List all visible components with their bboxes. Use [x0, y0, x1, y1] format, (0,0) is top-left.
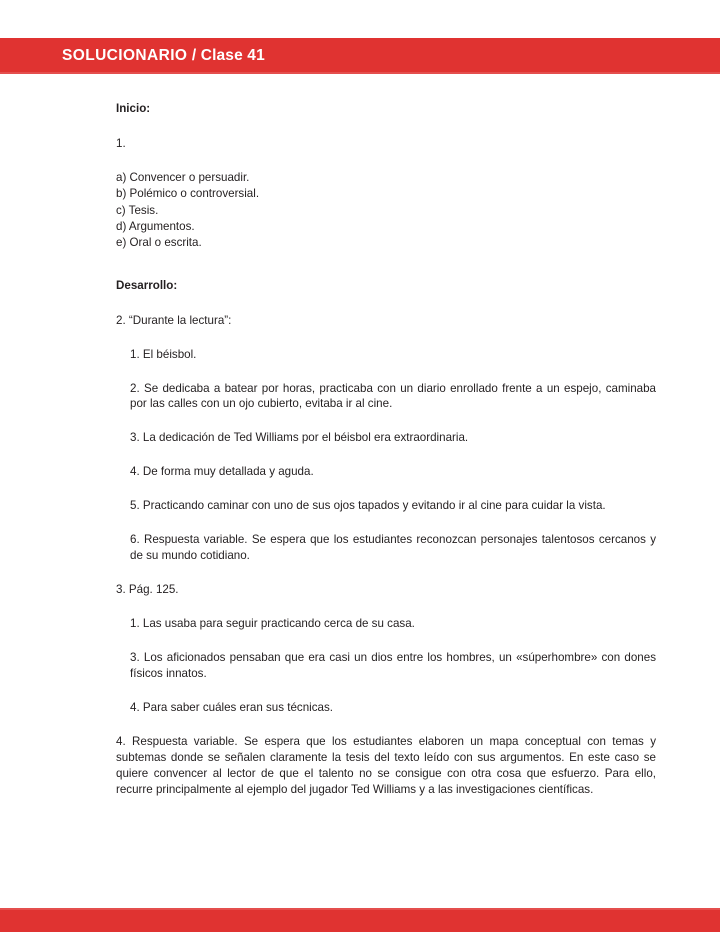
- section-heading-inicio: Inicio:: [116, 102, 151, 115]
- desarrollo-item2-answer-2: 2. Se dedicaba a batear por horas, practicaba con un diario enrollado frente a un espejo, caminaba por las calles con un ojo cubierto, evitaba ir al cine.: [130, 381, 656, 411]
- list-item: a) Convencer o persuadir.: [116, 170, 250, 184]
- desarrollo-item4-answer: 4. Respuesta variable. Se espera que los estudiantes elaboren un mapa conceptual con temas y subtemas donde se señalen claramente la tesis del texto leído con sus argumentos. En este caso se quiere convencer al lector de que el talento no se consigue con otra cosa que esfuerzo. Para ello, recurre principalmente al ejemplo del jugador Ted Williams y a las investigaciones científicas.: [116, 735, 656, 797]
- document-kind-label: SOLUCIONARIO: [62, 47, 188, 65]
- list-item: c) Tesis.: [116, 203, 159, 217]
- list-item: d) Argumentos.: [116, 219, 195, 233]
- list-item: e) Oral o escrita.: [116, 236, 202, 250]
- desarrollo-item3-title: 3. Pág. 125.: [116, 583, 179, 597]
- page-footer-band: [0, 908, 720, 932]
- inicio-answer-list: [116, 170, 656, 252]
- desarrollo-item2-answer-6: 6. Respuesta variable. Se espera que los estudiantes reconozcan personajes talentosos cercanos y de su mundo cotidiano.: [130, 533, 656, 563]
- desarrollo-item2-answer-3: 3. La dedicación de Ted Williams por el béisbol era extraordinaria.: [130, 431, 469, 445]
- desarrollo-item2-answer-4: 4. De forma muy detallada y aguda.: [130, 465, 314, 479]
- desarrollo-item3-answer-4: 4. Para saber cuáles eran sus técnicas.: [130, 701, 333, 715]
- desarrollo-item3-answer-3: 3. Los aficionados pensaban que era casi un dios entre los hombres, un «súperhombre» con dones físicos innatos.: [130, 651, 656, 681]
- page-header-title: [62, 48, 265, 64]
- list-item: b) Polémico o controversial.: [116, 187, 260, 201]
- desarrollo-item2-answer-1: 1. El béisbol.: [130, 347, 197, 361]
- header-separator: /: [187, 47, 201, 65]
- section-heading-desarrollo: Desarrollo:: [116, 278, 178, 292]
- desarrollo-item2-title: 2. “Durante la lectura”:: [116, 313, 232, 327]
- document-body: [116, 101, 656, 798]
- desarrollo-item3-answer-1: 1. Las usaba para seguir practicando cerca de su casa.: [130, 617, 415, 631]
- class-number-label: Clase 41: [200, 47, 265, 65]
- desarrollo-item2-answer-5: 5. Practicando caminar con uno de sus ojos tapados y evitando ir al cine para cuidar la vista.: [130, 499, 606, 513]
- inicio-item-number: 1.: [116, 136, 126, 150]
- page-header-band: [0, 38, 720, 74]
